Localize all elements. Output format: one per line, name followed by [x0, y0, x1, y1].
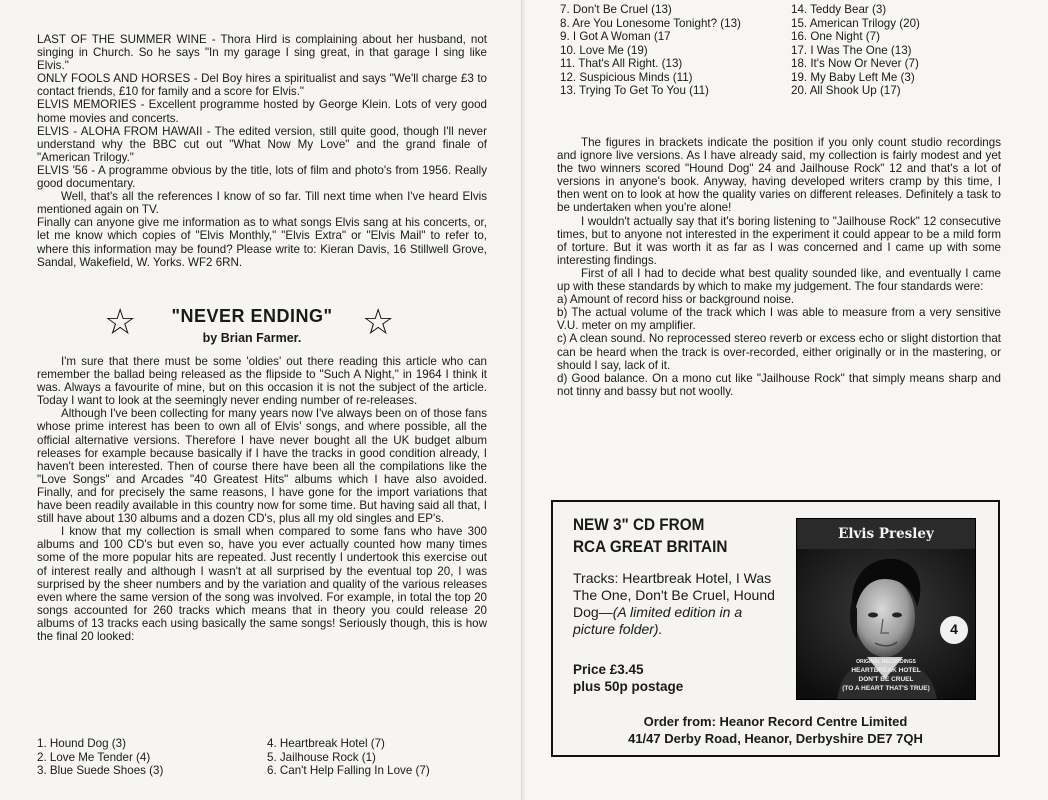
top-songs-list-col1: [37, 737, 163, 778]
top-songs-list-col2: [267, 737, 430, 778]
list-item: 3. Blue Suede Shoes (3): [37, 764, 164, 777]
list-item: 19. My Baby Left Me (3): [791, 70, 915, 84]
ad-price-line: Price £3.45: [573, 662, 644, 677]
cover-small-text: ORIGINAL RECORDINGS: [856, 659, 916, 665]
standard-item: a) Amount of record hiss or background noise.: [557, 293, 795, 307]
list-item: 13. Trying To Get To You (11): [560, 84, 709, 97]
paragraph: ELVIS '56 - A programme obvious by the title, lots of film and photo's from 1956. Really good documentary.: [37, 163, 487, 191]
star-icon: ☆: [104, 302, 137, 343]
paragraph: ONLY FOOLS AND HORSES - Del Boy hires a spiritualist and says "We'll charge £3 to contact friends, £10 for family and a score for Elvis.": [37, 72, 487, 99]
list-item: 1. Hound Dog (3): [37, 737, 126, 750]
list-item: 14. Teddy Bear (3): [791, 3, 887, 16]
ad-postage-line: plus 50p postage: [573, 679, 684, 694]
paragraph: Finally can anyone give me information as to what songs Elvis sang at his concerts, or, let me know which copies of "Elvis Monthly," "Elvis Extra" or "Elvis Mail" to refer to, where this information may be found? Please write to: Kieran Davis, 16 Stillwell Grove, Sandal, Wakefield, W. Yorks. WF2 6RN.: [37, 216, 487, 269]
article-heading: [100, 304, 400, 350]
paragraph: Although I've been collecting for many years now I've always been on of those fans whose prime interest has been to own all of Elvis' songs, and where possible, all the official alternative versions. Therefore I have never bought all the UK budget album releases for example because basically if I have the tracks in good condition already, I haven't been interested. Then of course there have been all the compilations like the "Love Songs" and Arcades "40 Greatest Hits" albums which I have also avoided. Finally, and for precisely the same reasons, I have gone for the import variations that have been readily available in this country now for some time. But having said all that, I still have about 130 albums and a dozen CD's, plus all my old singles and EP's.: [37, 407, 487, 526]
ad-address-line: 41/47 Derby Road, Heanor, Derbyshire DE7 7QH: [628, 731, 923, 746]
star-icon: ☆: [362, 302, 395, 343]
list-item: 2. Love Me Tender (4): [37, 750, 151, 764]
standard-item: d) Good balance. On a mono cut like "Jailhouse Rock" that simply means sharp and not tinny and bassy but not woolly.: [557, 371, 1001, 398]
cover-track-line: DON'T BE CRUEL: [858, 676, 914, 683]
ad-headline-line: RCA GREAT BRITAIN: [573, 537, 728, 556]
list-item: 16. One Night (7): [791, 30, 880, 43]
ad-tracks-note: (A limited edition in a picture folder).: [573, 604, 743, 637]
list-item: 8. Are You Lonesome Tonight? (13): [560, 16, 741, 30]
ad-headline: [573, 514, 780, 558]
list-item: 17. I Was The One (13): [791, 43, 912, 57]
list-item: 15. American Trilogy (20): [791, 16, 920, 30]
cover-track-line: (TO A HEART THAT'S TRUE): [842, 685, 930, 692]
list-item: 5. Jailhouse Rock (1): [267, 750, 376, 764]
list-item: 6. Can't Help Falling In Love (7): [267, 764, 430, 777]
cd-advertisement: [551, 500, 1000, 757]
paragraph: I wouldn't actually say that it's boring listening to "Jailhouse Rock" 12 consecutive times, but to anyone not interested in the experiment it could appear to be a mild form of torture. But it was worth it as far as I was concerned and I came up with some interesting findings.: [557, 214, 1001, 267]
list-item: 7. Don't Be Cruel (13): [560, 3, 672, 16]
top-songs-list-col3: [560, 3, 741, 98]
tv-references: [37, 33, 487, 269]
left-page: [0, 0, 523, 800]
list-item: 12. Suspicious Minds (11): [560, 70, 693, 84]
list-item: 11. That's All Right. (13): [560, 57, 683, 70]
ad-tracks-text: Tracks: Heartbreak Hotel, I Was The One, Don't Be Cruel, Hound Dog—: [573, 570, 775, 620]
list-item: 9. I Got A Woman (17: [560, 30, 671, 43]
list-item: 18. It's Now Or Never (7): [791, 57, 919, 70]
article-body: [37, 355, 487, 643]
ad-price: [573, 661, 683, 695]
cover-artist: Elvis Presley: [838, 526, 934, 542]
list-item: 10. Love Me (19): [560, 43, 648, 57]
ad-order-info: [553, 713, 998, 747]
top-songs-list-col4: [791, 3, 920, 98]
paragraph: The figures in brackets indicate the position if you only count studio recordings and ignore live versions. As I have already said, my collection is fairly modest and yet the two winners scored "Hound Dog" 24 and Jailhouse Rock" 12 and that's a lot of versions in anyone's book. Anyway, having developed writers cramp by this time, I then went on to look at how the quality varies on different releases. Definitely a task to be undertaken when you're alone!: [557, 136, 1001, 215]
list-item: 20. All Shook Up (17): [791, 84, 901, 97]
paragraph: Well, that's all the references I know of so far. Till next time when I've heard Elvis mentioned again on TV.: [37, 190, 487, 217]
ad-order-line: Order from: Heanor Record Centre Limited: [643, 714, 908, 729]
article-title: "NEVER ENDING": [171, 306, 333, 326]
article-byline: by Brian Farmer.: [202, 331, 302, 345]
tracks-count-badge: 4: [939, 615, 969, 645]
standard-item: c) A clean sound. No reprocessed stereo reverb or excess echo or slight distortion that can be heard when the track is over-recorded, either originally or in the mastering, or should I say, lack of it.: [557, 332, 1001, 372]
paragraph: ELVIS MEMORIES - Excellent programme hosted by George Klein. Lots of very good home movies and concerts.: [37, 98, 487, 125]
ad-headline-line: NEW 3" CD FROM: [573, 515, 705, 534]
ad-tracks: [573, 570, 788, 638]
paragraph: I'm sure that there must be some 'oldies' out there reading this article who can remember the ballad being released as the flipside to "Such A Night," in 1964 I think it was. Always a favourite of mine, but on this occasion it is not the subject of the article. Today I want to look at the seemingly never ending number of re-releases.: [37, 355, 487, 408]
paragraph: First of all I had to decide what best quality sounded like, and eventually I came up with these standards by which to make my judgement. The four standards were:: [557, 266, 1001, 294]
cd-cover-image: [796, 518, 976, 700]
paragraph: I know that my collection is small when compared to some fans who have 300 albums and 100 CD's but even so, have you ever actually counted how many times some of the more popular hits are repeated. Just recently I undertook this exercise out of interest really and although I wasn't at all surprised by the eventual top 20, I was surprised by the sheer numbers and by the variation and quality of the various releases even where the same version of the song was involved. For example, in total the top 20 songs accounted for 260 tracks which means that in theory you could release 20 albums of 13 tracks each using basically the same songs! Seriously though, this is how the final 20 looked:: [37, 525, 487, 643]
cover-track-line: HEARTBREAK HOTEL: [851, 667, 921, 674]
list-item: 4. Heartbreak Hotel (7): [267, 737, 385, 750]
article-continued: [557, 136, 1001, 398]
standard-item: b) The actual volume of the track which I was able to measure from a very sensitive V.U. meter on my amplifier.: [557, 306, 1001, 333]
paragraph: LAST OF THE SUMMER WINE - Thora Hird is complaining about her husband, not singing in Church. So he says "In my garage I sing great, in that garage I sing like Elvis.": [37, 33, 487, 73]
paragraph: ELVIS - ALOHA FROM HAWAII - The edited version, still quite good, though I'll never understand why the BBC cut out "What Now My Love" and the grand finale of "American Trilogy.": [37, 124, 487, 164]
